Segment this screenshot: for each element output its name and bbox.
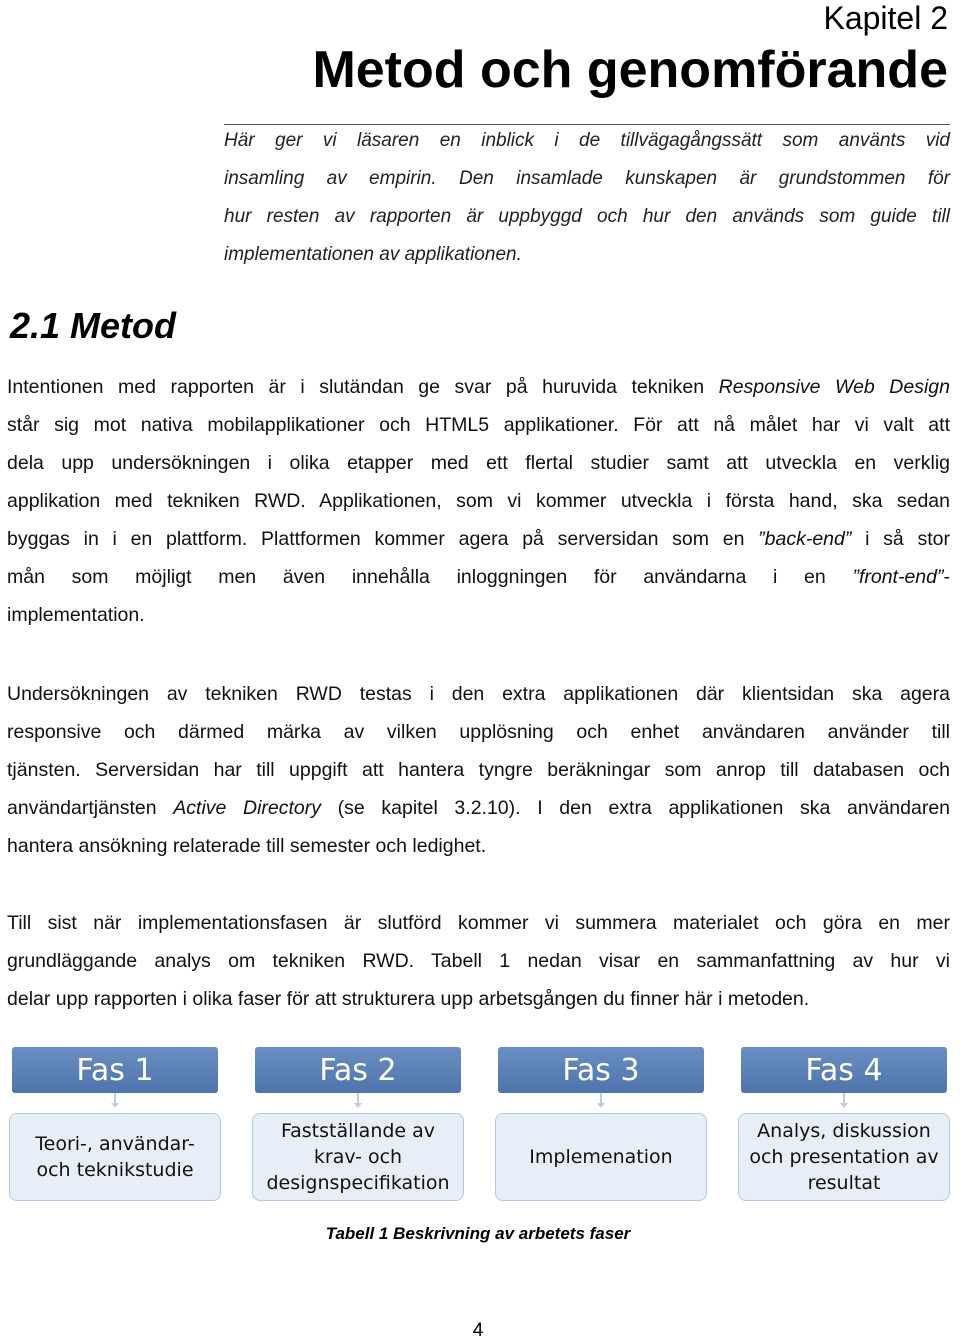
text-line — [7, 558, 950, 596]
text-span: Intentionen med rapporten är i slutändan ge svar på huruvida tekniken — [7, 376, 719, 398]
table-caption: Tabell 1 Beskrivning av arbetets faser — [325, 1224, 631, 1243]
italic-term: ”front-end” — [852, 566, 944, 588]
italic-term: ”back-end” — [758, 528, 852, 550]
phase-2-connector — [357, 1093, 359, 1107]
text-line: grundläggande analys om tekniken RWD. Tabell 1 nedan visar en sammanfattning av hur vi — [7, 950, 950, 972]
text-line: responsive och därmed märka av vilken upplösning och enhet användaren använder till — [7, 721, 950, 743]
text-line: Undersökningen av tekniken RWD testas i den extra applikationen där klientsidan ska agera — [7, 683, 950, 705]
intro-line: insamling av empirin. Den insamlade kunskapen är grundstommen för — [224, 168, 950, 189]
chapter-label: Kapitel 2 — [823, 0, 948, 36]
text-line: implementation. — [7, 604, 145, 626]
section-heading: 2.1 Metod — [10, 305, 177, 346]
italic-term: Active Directory — [173, 797, 322, 819]
intro-line: implementationen av applikationen. — [224, 244, 522, 265]
text-line — [7, 520, 950, 558]
phase-1-description: Teori-, användar- och teknikstudie — [9, 1113, 221, 1201]
text-span: - — [943, 566, 950, 588]
text-line: tjänsten. Serversidan har till uppgift att hantera tyngre beräkningar som anrop till databasen och — [7, 759, 950, 781]
text-line: applikation med tekniken RWD. Applikationen, som vi kommer utveckla i första hand, ska sedan — [7, 490, 950, 512]
text-line: hantera ansökning relaterade till semester och ledighet. — [7, 835, 487, 857]
text-line — [7, 368, 950, 406]
chapter-title: Metod och genomförande — [312, 41, 948, 99]
phase-3-connector — [600, 1093, 602, 1107]
text-span: mån som möjligt men även innehålla inloggningen för användarna i en — [7, 566, 853, 588]
phase-4-connector — [843, 1093, 845, 1107]
text-line — [7, 789, 950, 827]
phase-4-description: Analys, diskussion och presentation av resultat — [738, 1113, 950, 1201]
phase-4-header: Fas 4 — [741, 1047, 947, 1093]
phase-3-header: Fas 3 — [498, 1047, 704, 1093]
page-number: 4 — [472, 1320, 484, 1341]
text-span: (se kapitel 3.2.10). I den extra applikationen ska användaren — [321, 797, 951, 819]
intro-line: hur resten av rapporten är uppbyggd och hur den används som guide till — [224, 206, 950, 227]
text-line: står sig mot nativa mobilapplikationer och HTML5 applikationer. För att nå målet har vi valt att — [7, 414, 950, 436]
text-line: dela upp undersökningen i olika etapper med ett flertal studier samt att utveckla en verklig — [7, 452, 950, 474]
phase-2-description: Fastställande av krav- och designspecifikation — [252, 1113, 464, 1201]
phase-2-header: Fas 2 — [255, 1047, 461, 1093]
phase-1-header: Fas 1 — [12, 1047, 218, 1093]
text-span: byggas in i en plattform. Plattformen kommer agera på serversidan som en — [7, 528, 759, 550]
text-span: användartjänsten — [7, 797, 174, 819]
text-span: i så stor — [851, 528, 951, 550]
text-line: delar upp rapporten i olika faser för att strukturera upp arbetsgången du finner här i metoden. — [7, 988, 810, 1010]
text-line: Till sist när implementationsfasen är slutförd kommer vi summera materialet och göra en mer — [7, 912, 950, 934]
intro-line: Här ger vi läsaren en inblick i de tillvägagångssätt som använts vid — [224, 130, 950, 151]
phase-3-description: Implemenation — [495, 1113, 707, 1201]
phase-1-connector — [114, 1093, 116, 1107]
italic-term: Responsive Web Design — [718, 376, 950, 398]
